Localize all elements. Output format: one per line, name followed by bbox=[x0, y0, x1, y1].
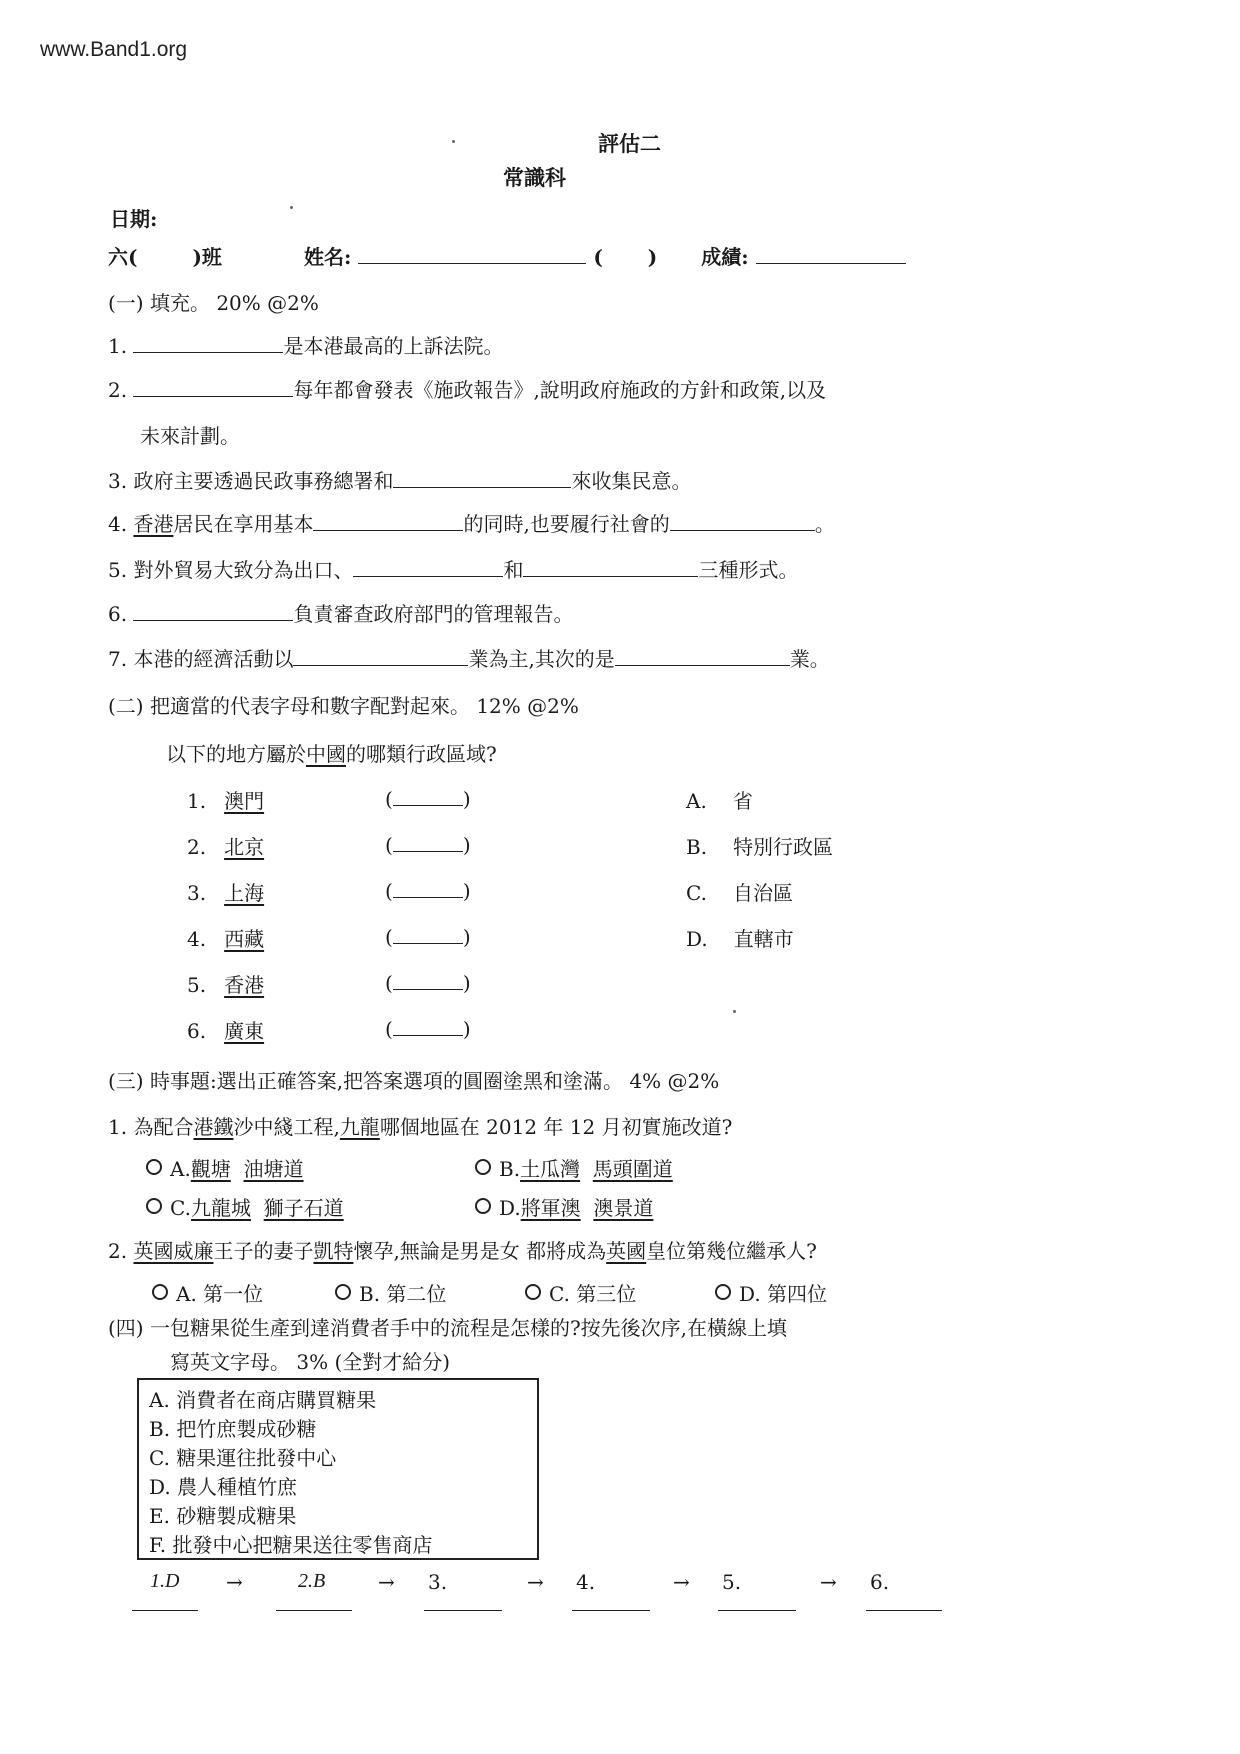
class-suffix: )班 bbox=[192, 245, 222, 269]
answer-blank[interactable] bbox=[393, 467, 571, 488]
score-label: 成績: bbox=[701, 245, 749, 269]
match-answer-6[interactable]: ( ) bbox=[385, 1017, 471, 1041]
mc-option[interactable]: D.將軍澳 澳景道 bbox=[475, 1192, 653, 1221]
score-blank[interactable] bbox=[756, 243, 906, 264]
place-name: 廣東 bbox=[224, 1019, 265, 1043]
radio-circle-icon bbox=[335, 1284, 351, 1300]
process-step: B. 把竹庶製成砂糖 bbox=[149, 1417, 317, 1441]
exam-title: 評估二 bbox=[598, 131, 661, 156]
scan-speck bbox=[452, 140, 455, 143]
process-step: D. 農人種植竹庶 bbox=[149, 1475, 298, 1499]
name-label: 姓名: bbox=[304, 245, 352, 269]
sequence-blank-5[interactable] bbox=[718, 1610, 796, 1611]
mc-question-1: 1. 為配合港鐵沙中綫工程,九龍哪個地區在 2012 年 12 月初實施改道? bbox=[108, 1115, 733, 1139]
fill-question-6: 6. 負責審查政府部門的管理報告。 bbox=[108, 602, 574, 626]
match-answer-4[interactable]: ( ) bbox=[385, 925, 471, 949]
match-item: 5. 香港 bbox=[187, 973, 265, 997]
class-line bbox=[108, 241, 222, 270]
sequence-slot-3: 3. bbox=[428, 1570, 448, 1594]
section3-heading: (三) 時事題:選出正確答案,把答案選項的圓圈塗黑和塗滿。 4% @2% bbox=[108, 1069, 720, 1093]
answer-blank[interactable] bbox=[133, 376, 293, 397]
process-steps-box bbox=[137, 1378, 539, 1560]
place-name: 香港 bbox=[224, 973, 265, 997]
radio-circle-icon bbox=[152, 1284, 168, 1300]
answer-blank[interactable] bbox=[133, 332, 283, 353]
scan-speck bbox=[290, 206, 293, 209]
sequence-blank-3[interactable] bbox=[424, 1610, 502, 1611]
sequence-blank-2[interactable] bbox=[276, 1610, 352, 1611]
place-name: 西藏 bbox=[224, 927, 265, 951]
answer-blank[interactable] bbox=[133, 600, 293, 621]
fill-question-5: 5. 對外貿易大致分為出口、 和 三種形式。 bbox=[108, 558, 799, 582]
match-item: 6. 廣東 bbox=[187, 1019, 265, 1043]
radio-circle-icon bbox=[715, 1284, 731, 1300]
section4-heading: (四) 一包糖果從生產到達消費者手中的流程是怎樣的?按先後次序,在橫線上填 bbox=[108, 1316, 788, 1340]
match-item: 1. 澳門 bbox=[187, 789, 265, 813]
sequence-slot-5: 5. bbox=[722, 1570, 742, 1594]
radio-circle-icon bbox=[146, 1159, 162, 1175]
sequence-blank-1[interactable] bbox=[132, 1610, 198, 1611]
mc-option[interactable]: C. 第三位 bbox=[525, 1278, 636, 1307]
student-number-open: ( bbox=[593, 245, 603, 269]
radio-circle-icon bbox=[146, 1198, 162, 1214]
subject-title: 常識科 bbox=[503, 165, 566, 190]
section2-heading: (二) 把適當的代表字母和數字配對起來。 12% @2% bbox=[108, 694, 579, 718]
process-step: E. 砂糖製成糖果 bbox=[149, 1504, 297, 1528]
scan-speck bbox=[733, 1010, 736, 1013]
mc-option[interactable]: A.觀塘 油塘道 bbox=[146, 1153, 304, 1182]
place-name: 澳門 bbox=[224, 789, 265, 813]
fill-question-4: 4. 香港居民在享用基本 的同時,也要履行社會的 。 bbox=[108, 512, 835, 536]
radio-circle-icon bbox=[525, 1284, 541, 1300]
name-line bbox=[304, 241, 906, 270]
answer-blank[interactable] bbox=[353, 556, 503, 577]
place-china: 中國 bbox=[306, 742, 346, 766]
match-option: A. 省 bbox=[686, 789, 753, 813]
match-answer-3[interactable]: ( ) bbox=[385, 879, 471, 903]
place-name: 北京 bbox=[224, 835, 265, 859]
place-name: 上海 bbox=[224, 881, 265, 905]
radio-circle-icon bbox=[475, 1159, 491, 1175]
match-option: D. 直轄市 bbox=[686, 927, 794, 951]
mc-option[interactable]: A. 第一位 bbox=[152, 1278, 263, 1307]
place-hong-kong: 香港 bbox=[133, 512, 174, 536]
match-option: C. 自治區 bbox=[686, 881, 793, 905]
mc-option[interactable]: D. 第四位 bbox=[715, 1278, 827, 1307]
process-step: C. 糖果運往批發中心 bbox=[149, 1446, 337, 1470]
fill-question-2: 2. 每年都會發表《施政報告》,說明政府施政的方針和政策,以及 bbox=[108, 378, 827, 402]
section4-heading-line2: 寫英文字母。 3% (全對才給分) bbox=[170, 1350, 451, 1374]
answer-blank[interactable] bbox=[670, 510, 815, 531]
sequence-slot-1: 1.D bbox=[150, 1570, 180, 1592]
match-item: 3. 上海 bbox=[187, 881, 265, 905]
mc-option[interactable]: B. 第二位 bbox=[335, 1278, 446, 1307]
mc-question-2: 2. 英國威廉王子的妻子凱特懷孕,無論是男是女 都將成為英國皇位第幾位繼承人? bbox=[108, 1239, 817, 1263]
answer-blank[interactable] bbox=[293, 645, 468, 666]
arrow-icon: → bbox=[673, 1570, 690, 1594]
name-blank[interactable] bbox=[358, 243, 586, 264]
sequence-blank-6[interactable] bbox=[866, 1610, 942, 1611]
fill-question-2-continued: 未來計劃。 bbox=[140, 424, 240, 448]
watermark: www.Band1.org bbox=[40, 38, 188, 61]
arrow-icon: → bbox=[226, 1570, 243, 1594]
arrow-icon: → bbox=[527, 1570, 544, 1594]
match-item: 4. 西藏 bbox=[187, 927, 265, 951]
arrow-icon: → bbox=[378, 1570, 395, 1594]
mc-option[interactable]: B.土瓜灣 馬頭圍道 bbox=[475, 1153, 673, 1182]
section2-prompt: 以下的地方屬於中國的哪類行政區域? bbox=[166, 742, 497, 766]
fill-question-7: 7. 本港的經濟活動以 業為主,其次的是 業。 bbox=[108, 647, 830, 671]
sequence-slot-4: 4. bbox=[576, 1570, 596, 1594]
answer-blank[interactable] bbox=[313, 510, 463, 531]
match-answer-1[interactable]: ( ) bbox=[385, 787, 471, 811]
class-prefix: 六( bbox=[108, 245, 138, 269]
match-item: 2. 北京 bbox=[187, 835, 265, 859]
match-option: B. 特別行政區 bbox=[686, 835, 834, 859]
sequence-slot-2: 2.B bbox=[298, 1570, 326, 1592]
arrow-icon: → bbox=[820, 1570, 837, 1594]
process-step: A. 消費者在商店購買糖果 bbox=[149, 1388, 377, 1412]
match-answer-5[interactable]: ( ) bbox=[385, 971, 471, 995]
section1-heading: (一) 填充。 20% @2% bbox=[108, 291, 319, 315]
answer-blank[interactable] bbox=[615, 645, 790, 666]
sequence-slot-6: 6. bbox=[870, 1570, 890, 1594]
mc-option[interactable]: C.九龍城 獅子石道 bbox=[146, 1192, 344, 1221]
answer-blank[interactable] bbox=[523, 556, 698, 577]
process-step: F. 批發中心把糖果送往零售商店 bbox=[149, 1533, 433, 1557]
student-number-close: ) bbox=[647, 245, 658, 269]
sequence-blank-4[interactable] bbox=[572, 1610, 650, 1611]
date-label: 日期: bbox=[110, 207, 158, 231]
match-answer-2[interactable]: ( ) bbox=[385, 833, 471, 857]
fill-question-1: 1. 是本港最高的上訴法院。 bbox=[108, 334, 504, 358]
fill-question-3: 3. 政府主要透過民政事務總署和 來收集民意。 bbox=[108, 469, 692, 493]
radio-circle-icon bbox=[475, 1198, 491, 1214]
